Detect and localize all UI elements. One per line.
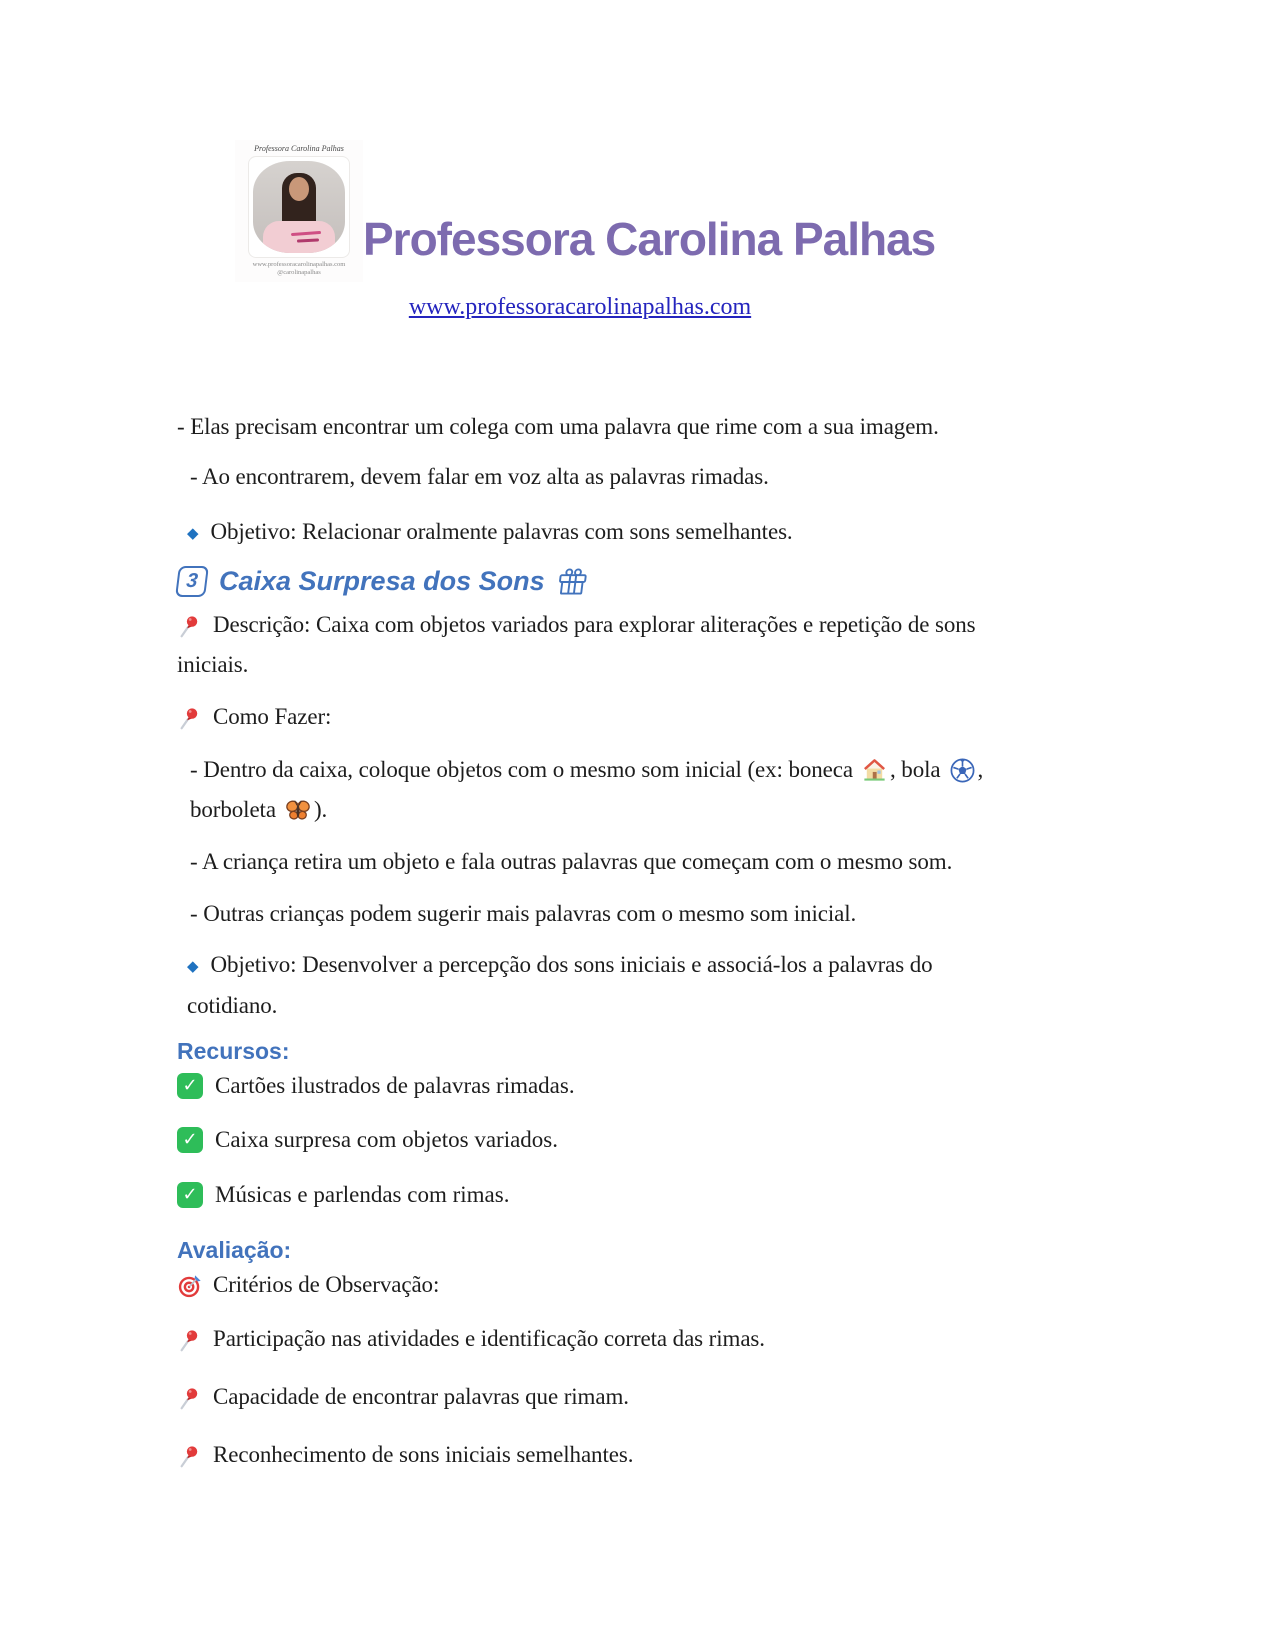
avaliacao-item [177, 1319, 1095, 1359]
house-icon [861, 757, 888, 784]
descricao-paragraph [177, 605, 1095, 685]
activity-objective-line2: cotidiano. [187, 993, 278, 1018]
step1-text-b: , bola [890, 757, 941, 782]
blue-diamond-icon [187, 513, 198, 553]
document-content [177, 0, 1095, 1475]
criterios-paragraph [177, 1265, 1095, 1305]
avaliacao-item-text: Participação nas atividades e identificação correta das rimas. [213, 1326, 765, 1351]
step1-text-e: ). [313, 797, 328, 822]
page-title: Professora Carolina Palhas [363, 213, 936, 265]
como-fazer-paragraph [177, 697, 1095, 737]
intro-objective-text: Objetivo: Relacionar oralmente palavras com sons semelhantes. [210, 519, 793, 544]
brand-logo-photo [235, 140, 363, 282]
recursos-heading: Recursos: [177, 1038, 290, 1064]
logo-handle-text: @carolinapalhas [277, 269, 321, 276]
step1-text-d: borboleta [190, 797, 276, 822]
step3-paragraph: - Outras crianças podem sugerir mais palavras com o mesmo som inicial. [190, 901, 857, 926]
descricao-text-line1: Descrição: Caixa com objetos variados para explorar aliterações e repetição de sons [213, 612, 976, 637]
check-icon [177, 1127, 203, 1153]
website-row [121, 294, 1039, 321]
step2-paragraph: - A criança retira um objeto e fala outras palavras que começam com o mesmo som. [190, 849, 953, 874]
recursos-item [177, 1175, 1095, 1215]
activity-heading [177, 561, 1095, 601]
shirt-text-mark [297, 238, 319, 242]
website-link[interactable]: www.professoracarolinapalhas.com [408, 294, 752, 320]
shirt-text-mark [291, 231, 321, 236]
intro-paragraph-1: - Elas precisam encontrar um colega com uma palavra que rime com a sua imagem. [177, 414, 939, 439]
pushpin-icon [177, 613, 203, 639]
butterfly-icon [284, 797, 312, 824]
blue-diamond-icon [187, 946, 198, 986]
logo-website-text: www.professoracarolinapalhas.com [252, 261, 346, 268]
avaliacao-item-text: Capacidade de encontrar palavras que rimam. [213, 1384, 629, 1409]
intro-paragraph-2: - Ao encontrarem, devem falar em voz alta as palavras rimadas. [190, 464, 769, 489]
pushpin-icon [177, 1385, 203, 1411]
criterios-text: Critérios de Observação: [213, 1272, 440, 1297]
como-fazer-text: Como Fazer: [213, 704, 332, 729]
avaliacao-heading: Avaliação: [177, 1237, 292, 1263]
intro-objective [177, 512, 1095, 553]
portrait-face [289, 177, 309, 201]
target-icon [177, 1273, 203, 1299]
logo-frame [248, 156, 350, 258]
check-icon [177, 1073, 203, 1099]
activity-title: Caixa Surpresa dos Sons [219, 565, 545, 596]
activity-objective [177, 945, 1095, 1026]
recursos-item [177, 1120, 1095, 1160]
pushpin-icon [177, 1327, 203, 1353]
recursos-item-text: Músicas e parlendas com rimas. [215, 1182, 510, 1207]
pushpin-icon [177, 705, 203, 731]
keycap-3-icon [175, 566, 209, 597]
recursos-item-text: Caixa surpresa com objetos variados. [215, 1127, 558, 1152]
keycap-number: 3 [185, 569, 199, 592]
avaliacao-item [177, 1435, 1095, 1475]
step1-text-c: , [977, 757, 984, 782]
avaliacao-item [177, 1377, 1095, 1417]
recursos-item [177, 1066, 1095, 1106]
portrait-shirt [263, 221, 335, 253]
logo-portrait [253, 161, 345, 253]
soccer-ball-icon [949, 757, 976, 784]
logo-footer-text [235, 261, 363, 277]
header [235, 140, 1095, 282]
logo-script-text: Professora Carolina Palhas [254, 144, 344, 153]
gift-icon [555, 567, 590, 596]
step1-paragraph [177, 750, 1095, 830]
descricao-text-line2: iniciais. [177, 652, 249, 677]
pushpin-icon [177, 1443, 203, 1469]
step1-text-a: - Dentro da caixa, coloque objetos com o mesmo som inicial (ex: boneca [190, 757, 853, 782]
check-icon [177, 1182, 203, 1208]
activity-objective-line1: Objetivo: Desenvolver a percepção dos sons iniciais e associá-los a palavras do [210, 952, 933, 977]
recursos-item-text: Cartões ilustrados de palavras rimadas. [215, 1073, 575, 1098]
avaliacao-item-text: Reconhecimento de sons iniciais semelhantes. [213, 1442, 634, 1467]
